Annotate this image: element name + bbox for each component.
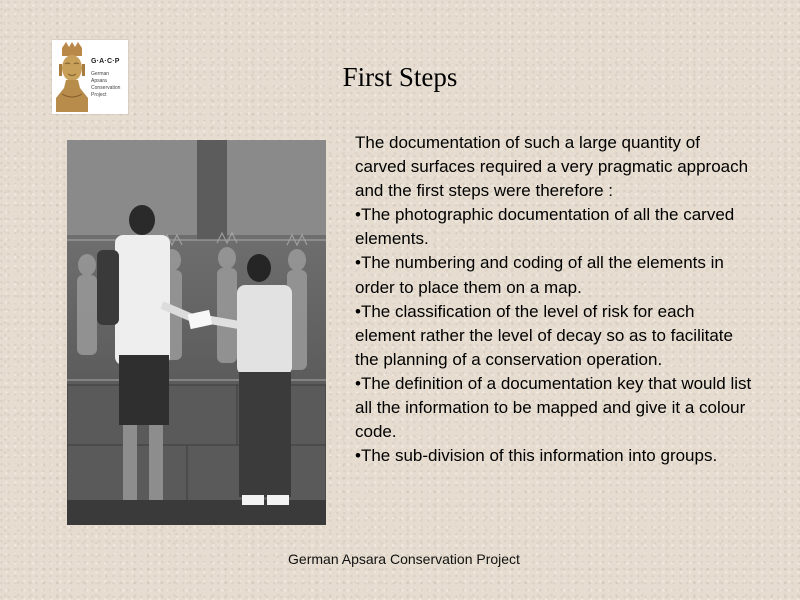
- body-text: [355, 131, 755, 468]
- field-documentation-image: [67, 140, 326, 525]
- bullet-item: •The photographic documentation of all the carved elements.: [355, 205, 735, 249]
- logo-word: Project: [91, 92, 107, 98]
- logo-word: Conservation: [91, 85, 121, 91]
- bullet-item: •The numbering and coding of all the elements in order to place them on a map.: [355, 253, 724, 297]
- logo-word: Apsara: [91, 78, 107, 84]
- intro-paragraph: The documentation of such a large quantity of carved surfaces required a very pragmatic approach and the first steps were therefore :: [355, 133, 749, 201]
- logo-acronym: G·A·C·P: [91, 58, 120, 65]
- bullet-item: •The classification of the level of risk for each element rather the level of decay so as to facilitate the planning of a conservation operation.: [355, 301, 733, 369]
- bullet-item: •The sub-division of this information into groups.: [355, 446, 718, 466]
- logo-word: German: [91, 71, 110, 77]
- documentation-photo: [67, 140, 326, 525]
- slide-footer: German Apsara Conservation Project: [288, 551, 520, 567]
- slide-title: First Steps: [342, 62, 458, 92]
- bullet-item: •The definition of a documentation key that would list all the information to be mapped and give it a colour code.: [355, 373, 752, 442]
